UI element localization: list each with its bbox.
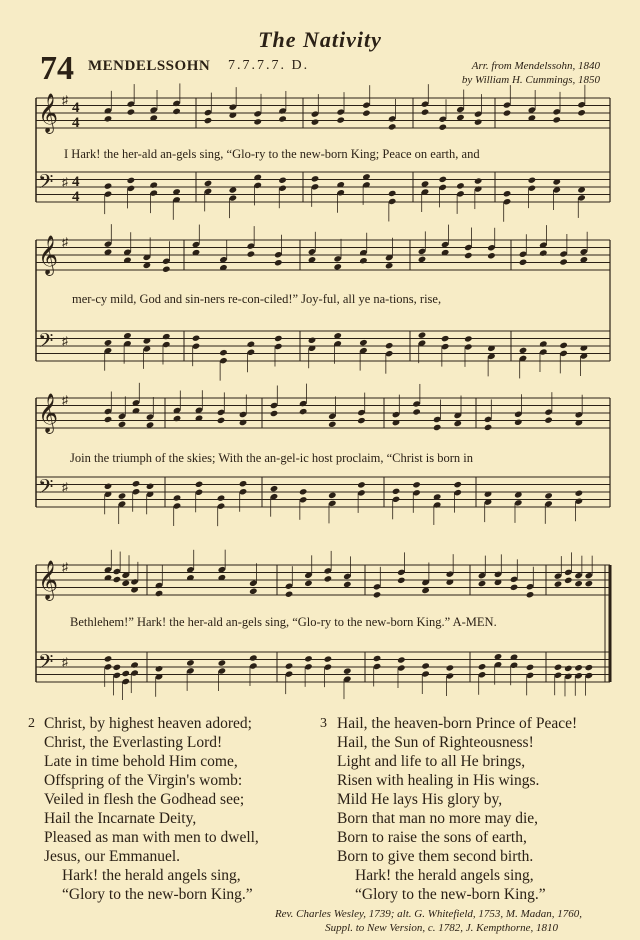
note-head <box>217 417 226 424</box>
note-head <box>392 419 401 426</box>
verse-3-line: Mild He lays His glory by, <box>337 791 503 808</box>
note-head <box>113 664 122 671</box>
key-signature-sharp: ♯ <box>62 655 68 669</box>
time-signature: 4 <box>72 100 80 116</box>
note-head <box>299 408 308 415</box>
note-head <box>155 665 164 672</box>
note-head <box>104 416 113 423</box>
note-head <box>554 664 563 671</box>
note-head <box>464 335 473 342</box>
note-head <box>274 259 283 266</box>
note-head <box>503 109 512 116</box>
verse-2-line: Christ, by highest heaven adored; <box>44 715 252 732</box>
key-signature-sharp: ♯ <box>62 235 68 249</box>
note-head <box>574 664 583 671</box>
note-head <box>239 419 248 426</box>
treble-clef: 𝄞 <box>38 393 59 433</box>
note-head <box>418 256 427 263</box>
note-head <box>357 481 366 488</box>
note-head <box>173 415 182 422</box>
note-head <box>130 661 139 668</box>
note-head <box>564 577 573 584</box>
note-head <box>247 250 256 257</box>
note-head <box>519 347 528 354</box>
note-head <box>229 111 238 118</box>
note-head <box>304 655 313 662</box>
note-head <box>229 186 238 193</box>
note-head <box>270 485 279 492</box>
bass-clef: 𝄢 <box>38 475 54 503</box>
note-head <box>118 421 127 428</box>
note-head <box>127 108 136 115</box>
note-head <box>333 263 342 270</box>
note-head <box>204 180 213 187</box>
note-head <box>328 492 337 499</box>
note-head <box>453 481 462 488</box>
note-head <box>574 580 583 587</box>
note-head <box>118 492 127 499</box>
verse-2-line: Jesus, our Emmanuel. <box>44 848 181 865</box>
note-head <box>373 655 382 662</box>
verse-2-line: Late in time behold Him come, <box>44 753 238 770</box>
note-head <box>104 115 113 122</box>
note-head <box>285 591 294 598</box>
text-credit: Rev. Charles Wesley, 1739; alt. G. Whitefield, 1753, M. Madan, 1760, <box>274 908 582 920</box>
note-head <box>397 656 406 663</box>
note-head <box>580 344 589 351</box>
note-head <box>388 190 397 197</box>
note-head <box>324 655 333 662</box>
bass-clef: 𝄢 <box>38 170 54 198</box>
note-head <box>162 266 171 273</box>
arrangement-credit: Arr. from Mendelssohn, 1840 <box>471 60 600 72</box>
note-head <box>249 588 258 595</box>
note-head <box>418 331 427 338</box>
note-head <box>186 659 195 666</box>
note-head <box>519 259 528 266</box>
note-head <box>388 123 397 130</box>
note-head <box>484 490 493 497</box>
note-head <box>357 417 366 424</box>
note-head <box>311 118 320 125</box>
note-head <box>385 342 394 349</box>
page-title: The Nativity <box>258 27 382 52</box>
note-head <box>487 252 496 259</box>
note-head <box>478 580 487 587</box>
time-signature: 4 <box>72 115 80 131</box>
note-head <box>195 481 204 488</box>
note-head <box>104 182 113 189</box>
note-head <box>385 262 394 269</box>
note-head <box>278 177 287 184</box>
verse-3-line: Hail, the heaven-born Prince of Peace! <box>337 715 578 732</box>
text-credit: Suppl. to New Version, c. 1782, J. Kempthorne, 1810 <box>325 922 558 934</box>
note-head <box>412 481 421 488</box>
key-signature-sharp: ♯ <box>62 93 68 107</box>
lyric-line-4: Bethlehem!” Hark! the her-ald an-gels sing, “Glo-ry to the new-born King.” A-MEN. <box>70 615 497 629</box>
note-head <box>446 664 455 671</box>
time-signature: 4 <box>72 174 80 190</box>
note-head <box>433 424 442 431</box>
arranger-credit: by William H. Cummings, 1850 <box>461 74 600 86</box>
key-signature-sharp: ♯ <box>62 480 68 494</box>
treble-clef: 𝄞 <box>38 235 59 275</box>
note-head <box>456 182 465 189</box>
note-head <box>253 174 262 181</box>
note-head <box>127 177 136 184</box>
note-head <box>121 670 130 677</box>
note-head <box>121 580 130 587</box>
note-head <box>577 109 586 116</box>
note-head <box>172 108 181 115</box>
note-head <box>514 419 523 426</box>
hymn-number: 74 <box>40 50 74 87</box>
lyric-line-3: Join the triumph of the skies; With the an-gel-ic host proclaim, “Christ is born in <box>70 451 474 465</box>
treble-clef: 𝄞 <box>38 560 59 600</box>
verse-3-refrain: Hark! the herald angels sing, <box>355 867 534 884</box>
meter: 7.7.7.7. D. <box>228 58 310 73</box>
verse-3-line: Born to raise the sons of earth, <box>337 829 527 846</box>
note-head <box>149 181 158 188</box>
lyric-line-1: I Hark! the her-ald an-gels sing, “Glo-ry to the new-born King; Peace on earth, and <box>64 147 480 161</box>
verse-2-number: 2 <box>28 716 35 731</box>
verse-3-line: Risen with healing in His wings. <box>337 772 540 789</box>
verse-2-line: Pleased as man with men to dwell, <box>44 829 259 846</box>
note-head <box>308 337 317 344</box>
note-head <box>104 655 113 662</box>
tune-name: MENDELSSOHN <box>88 58 211 74</box>
note-head <box>217 494 226 501</box>
note-head <box>104 339 113 346</box>
note-head <box>285 662 294 669</box>
note-head <box>343 581 352 588</box>
note-head <box>218 659 227 666</box>
note-head <box>373 591 382 598</box>
note-head <box>539 249 548 256</box>
note-head <box>311 175 320 182</box>
note-head <box>328 421 337 428</box>
note-head <box>526 664 535 671</box>
note-head <box>192 335 201 342</box>
note-head <box>104 483 113 490</box>
note-head <box>219 349 228 356</box>
note-head <box>412 408 421 415</box>
note-head <box>247 341 256 348</box>
note-head <box>324 575 333 582</box>
note-head <box>585 664 594 671</box>
note-head <box>539 340 548 347</box>
key-signature-sharp: ♯ <box>62 175 68 189</box>
verse-3-line: Born to give them second birth. <box>337 848 534 865</box>
note-head <box>575 490 584 497</box>
verse-3-number: 3 <box>320 716 327 731</box>
note-head <box>544 492 553 499</box>
note-head <box>552 116 561 123</box>
note-head <box>478 663 487 670</box>
note-head <box>155 590 164 597</box>
note-head <box>544 416 553 423</box>
note-head <box>362 109 371 116</box>
time-signature: 4 <box>72 189 80 205</box>
note-head <box>204 117 213 124</box>
note-head <box>526 591 535 598</box>
note-head <box>559 342 568 349</box>
key-signature-sharp: ♯ <box>62 393 68 407</box>
verse-3-line: Light and life to all He brings, <box>337 753 526 770</box>
note-head <box>299 488 308 495</box>
note-head <box>162 333 171 340</box>
verse-2-line: Veiled in flesh the Godhead see; <box>44 791 245 808</box>
note-head <box>474 177 483 184</box>
bass-clef: 𝄢 <box>38 329 54 357</box>
verse-2-refrain: Hark! the herald angels sing, <box>62 867 241 884</box>
note-head <box>510 584 519 591</box>
key-signature-sharp: ♯ <box>62 334 68 348</box>
note-head <box>474 118 483 125</box>
bass-clef: 𝄢 <box>38 650 54 678</box>
note-head <box>343 667 352 674</box>
note-head <box>559 258 568 265</box>
verse-3-line: Hail, the Sun of Righteousness! <box>337 734 534 751</box>
verse-2-line: Offspring of the Virgin's womb: <box>44 772 243 789</box>
note-head <box>336 116 345 123</box>
note-head <box>528 177 537 184</box>
note-head <box>421 108 430 115</box>
key-signature-sharp: ♯ <box>62 560 68 574</box>
treble-clef: 𝄞 <box>38 93 59 133</box>
note-head <box>392 488 401 495</box>
note-head <box>441 335 450 342</box>
note-head <box>278 115 287 122</box>
verse-3-line: Born that man no more may die, <box>337 810 539 827</box>
note-head <box>359 257 368 264</box>
note-head <box>274 335 283 342</box>
verse-3-refrain: “Glory to the new-born King.” <box>355 886 546 903</box>
note-head <box>146 483 155 490</box>
note-head <box>464 252 473 259</box>
note-head <box>132 480 141 487</box>
note-head <box>397 577 406 584</box>
note-head <box>503 190 512 197</box>
note-head <box>438 176 447 183</box>
note-head <box>438 124 447 131</box>
verse-2-line: Christ, the Everlasting Lord! <box>44 734 223 751</box>
note-head <box>304 580 313 587</box>
note-head <box>173 494 182 501</box>
note-head <box>554 580 563 587</box>
note-head <box>421 662 430 669</box>
note-head <box>270 410 279 417</box>
note-head <box>564 665 573 672</box>
note-head <box>239 480 248 487</box>
note-head <box>359 339 368 346</box>
note-head <box>253 118 262 125</box>
verse-2-refrain: “Glory to the new-born King.” <box>62 886 253 903</box>
note-head <box>249 654 258 661</box>
note-head <box>113 576 122 583</box>
note-head <box>585 580 594 587</box>
note-head <box>484 424 493 431</box>
verse-2-line: Hail the Incarnate Deity, <box>44 810 197 827</box>
lyric-line-2: mer-cy mild, God and sin-ners re-con-ciled!” Joy-ful, all ye na-tions, rise, <box>72 292 442 306</box>
